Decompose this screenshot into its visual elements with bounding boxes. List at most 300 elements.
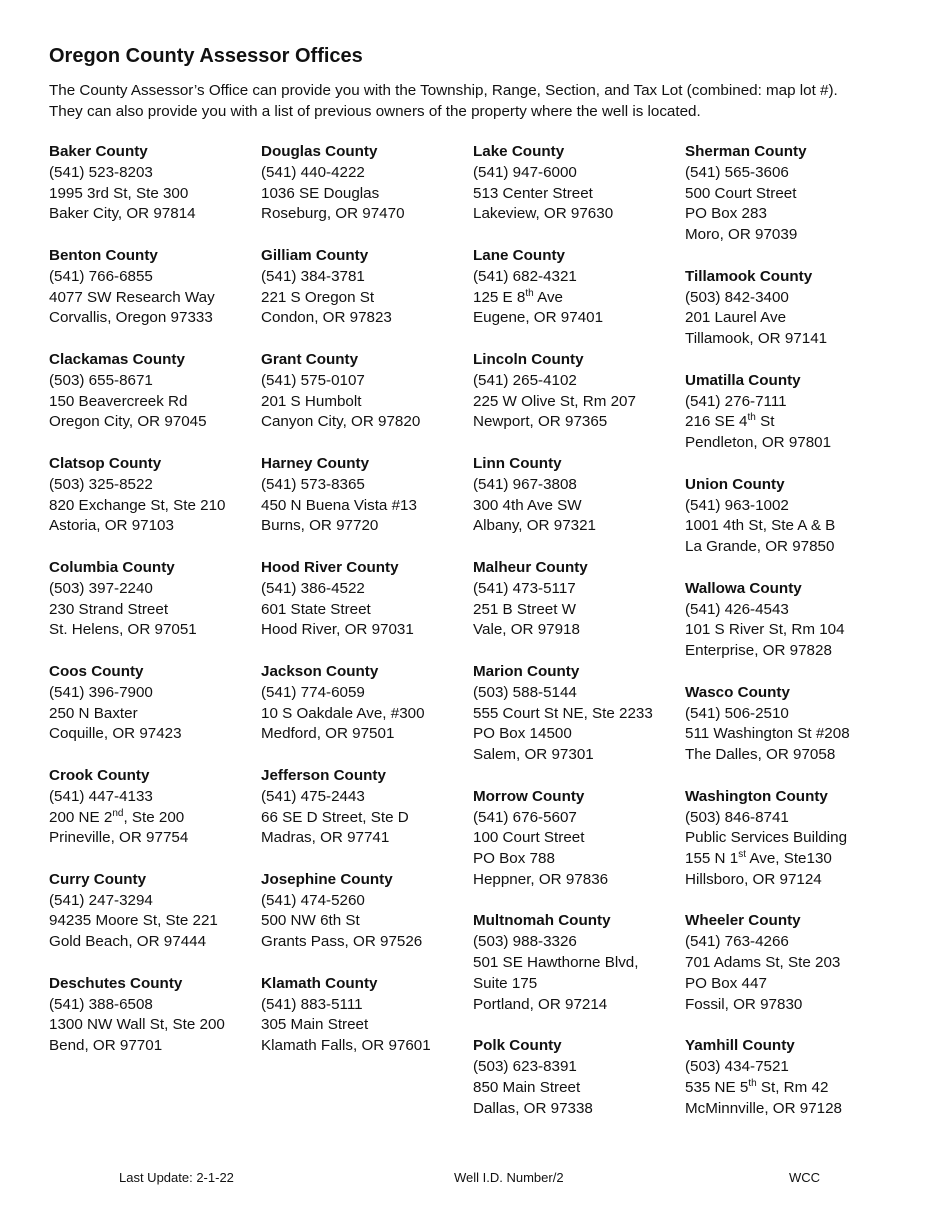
intro-line: They can also provide you with a list of previous owners of the property where the well is located. [49,103,701,120]
county-phone [685,808,890,829]
county-address-line [473,828,678,849]
county-name: Union County [685,475,785,493]
county-address-line [49,392,254,413]
county-office-entry [261,766,466,849]
address-text: (541) 426-4543 [685,600,789,618]
address-text: 450 N Buena Vista #13 [261,496,417,514]
county-name: Grant County [261,350,359,368]
county-office-entry [49,974,254,1057]
county-name: Yamhill County [685,1037,795,1055]
address-text: Suite 175 [473,974,538,992]
address-text: Albany, OR 97321 [473,517,596,535]
county-name: Benton County [49,246,158,264]
county-office-entry [685,1036,890,1119]
address-text: 221 S Oregon St [261,288,375,306]
address-text: 216 SE 4 [685,413,748,431]
county-phone [49,371,254,392]
address-text: (541) 963-1002 [685,496,789,514]
county-address-line [685,516,890,537]
county-address-line [685,849,890,870]
county-address-line [261,704,466,725]
county-office-directory [49,142,909,1142]
county-office-entry [49,350,254,433]
address-text: Condon, OR 97823 [261,309,392,327]
county-name: Sherman County [685,143,807,160]
address-text: PO Box 14500 [473,725,572,743]
county-name: Deschutes County [49,974,183,992]
county-name: Multnomah County [473,912,611,930]
address-text: Grants Pass, OR 97526 [261,933,423,951]
address-text: PO Box 788 [473,850,555,868]
address-text: 1995 3rd St, Ste 300 [49,184,189,202]
county-name: Clatsop County [49,454,162,472]
county-address-line [685,184,890,205]
county-phone [473,371,678,392]
county-address-line [473,184,678,205]
address-text: 300 4th Ave SW [473,496,582,514]
county-name: Jackson County [261,662,379,680]
ordinal-suffix: th [525,287,534,299]
address-text: 200 NE 2 [49,808,113,826]
county-address-line [685,995,890,1016]
county-name: Gilliam County [261,246,369,264]
address-text: Baker City, OR 97814 [49,205,196,223]
county-address-line [261,516,466,537]
address-text: Lakeview, OR 97630 [473,205,614,223]
county-name: Linn County [473,454,562,472]
address-text: 101 S River St, Rm 104 [685,621,845,639]
county-name: Columbia County [49,558,175,576]
footer-org: WCC [789,1170,821,1185]
county-address-line [261,932,466,953]
address-text: Public Services Building [685,829,848,847]
address-text: 555 Court St NE, Ste 2233 [473,704,653,722]
county-phone [49,163,254,184]
address-text: The Dalles, OR 97058 [685,746,836,764]
county-address-line [685,204,890,225]
address-text: (541) 947-6000 [473,163,577,181]
address-text: 501 SE Hawthorne Blvd, [473,954,639,972]
address-text: (541) 474-5260 [261,891,365,909]
address-text: Ave, Ste130 [745,850,832,868]
directory-column [49,142,254,1078]
county-address-line [49,704,254,725]
county-office-entry [473,787,678,891]
county-address-line [49,600,254,621]
county-office-entry [49,558,254,641]
county-address-line [473,308,678,329]
address-text: 10 S Oakdale Ave, #300 [261,704,425,722]
address-text: Corvallis, Oregon 97333 [49,309,213,327]
county-address-line [473,870,678,891]
county-name: Umatilla County [685,371,801,389]
address-text: 155 N 1 [685,850,739,868]
address-text: 230 Strand Street [49,600,169,618]
address-text: 4077 SW Research Way [49,288,215,306]
address-text: Enterprise, OR 97828 [685,642,832,660]
county-address-line [49,911,254,932]
address-text: (541) 883-5111 [261,995,363,1013]
address-text: 511 Washington St #208 [685,725,850,743]
address-text: Bend, OR 97701 [49,1037,163,1055]
address-text: McMinnville, OR 97128 [685,1099,842,1117]
county-phone [49,579,254,600]
county-name: Wheeler County [685,912,801,930]
address-text: 150 Beavercreek Rd [49,392,188,410]
address-text: 225 W Olive St, Rm 207 [473,392,636,410]
county-office-entry [261,662,466,745]
county-phone [261,475,466,496]
county-office-entry [473,454,678,537]
county-address-line [49,204,254,225]
county-office-entry [473,142,678,225]
address-text: 125 E 8 [473,288,526,306]
county-address-line [685,974,890,995]
ordinal-suffix: nd [112,807,124,819]
address-text: 701 Adams St, Ste 203 [685,954,841,972]
address-text: 251 B Street W [473,600,576,618]
county-office-entry [685,475,890,558]
county-phone [261,579,466,600]
ordinal-suffix: st [738,849,746,861]
address-text: (503) 842-3400 [685,288,789,306]
address-text: (541) 766-6855 [49,267,153,285]
county-address-line [49,496,254,517]
county-phone [473,163,678,184]
address-text: 94235 Moore St, Ste 221 [49,912,218,930]
county-address-line [261,308,466,329]
county-address-line [49,808,254,829]
address-text: (541) 676-5607 [473,808,577,826]
county-office-entry [473,558,678,641]
county-phone [49,995,254,1016]
county-phone [261,891,466,912]
address-text: St [755,413,775,431]
address-text: PO Box 283 [685,205,767,223]
county-address-line [473,496,678,517]
county-name: Tillamook County [685,267,813,285]
county-phone [473,475,678,496]
county-office-entry [685,787,890,891]
county-address-line [685,724,890,745]
county-phone [49,267,254,288]
county-office-entry [49,870,254,953]
county-office-entry [473,662,678,766]
ordinal-suffix: th [747,412,756,424]
county-address-line [261,724,466,745]
county-address-line [261,1036,466,1057]
county-address-line [473,974,678,995]
county-address-line [473,600,678,621]
address-text: Salem, OR 97301 [473,746,594,764]
county-office-entry [473,350,678,433]
address-text: (541) 774-6059 [261,683,365,701]
county-address-line [473,995,678,1016]
address-text: 201 S Humbolt [261,392,362,410]
address-text: Astoria, OR 97103 [49,517,174,535]
county-office-entry [261,246,466,329]
address-text: 500 NW 6th St [261,912,360,930]
address-text: Roseburg, OR 97470 [261,205,405,223]
county-office-entry [685,142,890,246]
county-name: Baker County [49,143,148,160]
address-text: 513 Center Street [473,184,593,202]
county-name: Hood River County [261,558,399,576]
county-address-line [49,932,254,953]
county-office-entry [49,662,254,745]
address-text: (541) 575-0107 [261,371,365,389]
address-text: Dallas, OR 97338 [473,1099,593,1117]
county-address-line [685,537,890,558]
county-name: Curry County [49,870,147,888]
county-office-entry [685,911,890,1015]
county-phone [473,808,678,829]
county-name: Douglas County [261,143,378,160]
county-address-line [685,225,890,246]
intro-paragraph [49,80,909,122]
county-name: Washington County [685,787,828,805]
county-phone [49,787,254,808]
county-address-line [49,724,254,745]
address-text: Tillamook, OR 97141 [685,330,828,348]
address-text: (541) 523-8203 [49,163,153,181]
county-office-entry [473,911,678,1015]
county-office-entry [261,558,466,641]
address-text: (503) 325-8522 [49,475,153,493]
county-address-line [685,870,890,891]
county-phone [685,392,890,413]
county-address-line [473,745,678,766]
county-phone [685,496,890,517]
county-phone [685,704,890,725]
county-address-line [261,620,466,641]
address-text: Burns, OR 97720 [261,517,379,535]
address-text: (541) 396-7900 [49,683,153,701]
county-address-line [685,641,890,662]
county-address-line [473,516,678,537]
county-phone [49,891,254,912]
county-phone [473,1057,678,1078]
county-phone [261,267,466,288]
county-address-line [49,288,254,309]
address-text: 535 NE 5 [685,1078,749,1096]
address-text: Portland, OR 97214 [473,995,608,1013]
county-phone [685,288,890,309]
address-text: 305 Main Street [261,1016,369,1034]
address-text: Gold Beach, OR 97444 [49,933,207,951]
county-address-line [685,620,890,641]
page-title: Oregon County Assessor Offices [49,45,363,67]
county-address-line [49,516,254,537]
county-phone [49,475,254,496]
county-office-entry [685,267,890,350]
county-address-line [685,745,890,766]
county-phone [473,683,678,704]
address-text: (541) 247-3294 [49,891,153,909]
address-text: Heppner, OR 97836 [473,870,609,888]
county-name: Lane County [473,246,565,264]
address-text: Canyon City, OR 97820 [261,413,421,431]
county-address-line [473,849,678,870]
county-address-line [685,433,890,454]
address-text: (541) 384-3781 [261,267,365,285]
county-phone [261,683,466,704]
address-text: Madras, OR 97741 [261,829,390,847]
county-address-line [685,1099,890,1120]
county-office-entry [261,454,466,537]
county-address-line [473,953,678,974]
address-text: PO Box 447 [685,974,767,992]
county-address-line [473,288,678,309]
address-text: 100 Court Street [473,829,585,847]
county-address-line [473,204,678,225]
address-text: Vale, OR 97918 [473,621,580,639]
address-text: 601 State Street [261,600,371,618]
intro-line: The County Assessor’s Office can provide you with the Township, Range, Section, and Tax Lot (combined: map lot #). [49,82,838,99]
county-address-line [473,392,678,413]
county-office-entry [49,142,254,225]
address-text: Hood River, OR 97031 [261,621,414,639]
county-address-line [473,620,678,641]
county-office-entry [49,766,254,849]
county-name: Coos County [49,662,144,680]
county-address-line [473,412,678,433]
address-text: (541) 388-6508 [49,995,153,1013]
address-text: Newport, OR 97365 [473,413,608,431]
county-name: Clackamas County [49,350,185,368]
address-text: (541) 440-4222 [261,163,365,181]
county-address-line [685,308,890,329]
county-address-line [473,1078,678,1099]
county-address-line [261,1015,466,1036]
county-address-line [49,828,254,849]
county-name: Lincoln County [473,350,584,368]
address-text: , Ste 200 [123,808,185,826]
county-name: Polk County [473,1037,562,1055]
county-office-entry [261,974,466,1057]
county-name: Jefferson County [261,766,386,784]
address-text: (541) 763-4266 [685,933,789,951]
address-text: (541) 265-4102 [473,371,577,389]
county-office-entry [261,142,466,225]
county-office-entry [49,246,254,329]
address-text: 500 Court Street [685,184,797,202]
county-name: Malheur County [473,558,588,576]
county-address-line [49,1015,254,1036]
county-address-line [49,1036,254,1057]
county-name: Marion County [473,662,580,680]
county-phone [473,267,678,288]
address-text: (503) 623-8391 [473,1058,577,1076]
address-text: (503) 434-7521 [685,1058,789,1076]
county-address-line [685,828,890,849]
county-office-entry [685,371,890,454]
address-text: 250 N Baxter [49,704,138,722]
address-text: (503) 655-8671 [49,371,153,389]
ordinal-suffix: th [748,1077,757,1089]
address-text: Coquille, OR 97423 [49,725,182,743]
address-text: (541) 276-7111 [685,392,787,410]
address-text: Ave [533,288,563,306]
county-address-line [685,1078,890,1099]
address-text: (541) 447-4133 [49,787,153,805]
county-phone [261,371,466,392]
county-address-line [473,704,678,725]
county-phone [685,932,890,953]
county-address-line [261,828,466,849]
county-address-line [49,308,254,329]
county-address-line [261,496,466,517]
address-text: Prineville, OR 97754 [49,829,189,847]
county-phone [685,163,890,184]
address-text: (541) 386-4522 [261,579,365,597]
address-text: (503) 397-2240 [49,579,153,597]
county-name: Klamath County [261,974,378,992]
address-text: Eugene, OR 97401 [473,309,604,327]
address-text: Oregon City, OR 97045 [49,413,207,431]
county-office-entry [261,870,466,953]
address-text: St, Rm 42 [756,1078,829,1096]
county-phone [49,683,254,704]
address-text: 201 Laurel Ave [685,309,787,327]
county-name: Wallowa County [685,579,802,597]
address-text: Pendleton, OR 97801 [685,434,832,452]
county-phone [685,600,890,621]
county-office-entry [473,1036,678,1119]
county-address-line [49,412,254,433]
address-text: (503) 988-3326 [473,933,577,951]
county-address-line [473,1099,678,1120]
address-text: 820 Exchange St, Ste 210 [49,496,226,514]
address-text: 850 Main Street [473,1078,581,1096]
address-text: (541) 473-5117 [473,579,576,597]
county-address-line [261,600,466,621]
address-text: St. Helens, OR 97051 [49,621,197,639]
address-text: 66 SE D Street, Ste D [261,808,409,826]
address-text: 1300 NW Wall St, Ste 200 [49,1016,225,1034]
county-address-line [49,620,254,641]
address-text: (541) 967-3808 [473,475,577,493]
county-phone [685,1057,890,1078]
county-address-line [261,204,466,225]
county-address-line [261,911,466,932]
county-address-line [473,724,678,745]
footer-last-update: Last Update: 2-1-22 [119,1170,234,1185]
address-text: 1036 SE Douglas [261,184,380,202]
address-text: (503) 588-5144 [473,683,577,701]
county-name: Lake County [473,143,565,160]
address-text: Moro, OR 97039 [685,226,798,244]
directory-column [473,142,678,1140]
county-address-line [261,808,466,829]
county-address-line [261,184,466,205]
county-address-line [685,953,890,974]
county-office-entry [49,454,254,537]
address-text: Klamath Falls, OR 97601 [261,1037,431,1055]
county-phone [261,163,466,184]
address-text: Hillsboro, OR 97124 [685,870,822,888]
county-office-entry [685,579,890,662]
address-text: Medford, OR 97501 [261,725,395,743]
county-address-line [685,329,890,350]
county-name: Josephine County [261,870,393,888]
county-address-line [261,392,466,413]
address-text: Fossil, OR 97830 [685,995,803,1013]
address-text: 1001 4th St, Ste A & B [685,517,836,535]
county-phone [473,932,678,953]
footer-form-name: Well I.D. Number/2 [454,1170,564,1185]
county-name: Morrow County [473,787,585,805]
